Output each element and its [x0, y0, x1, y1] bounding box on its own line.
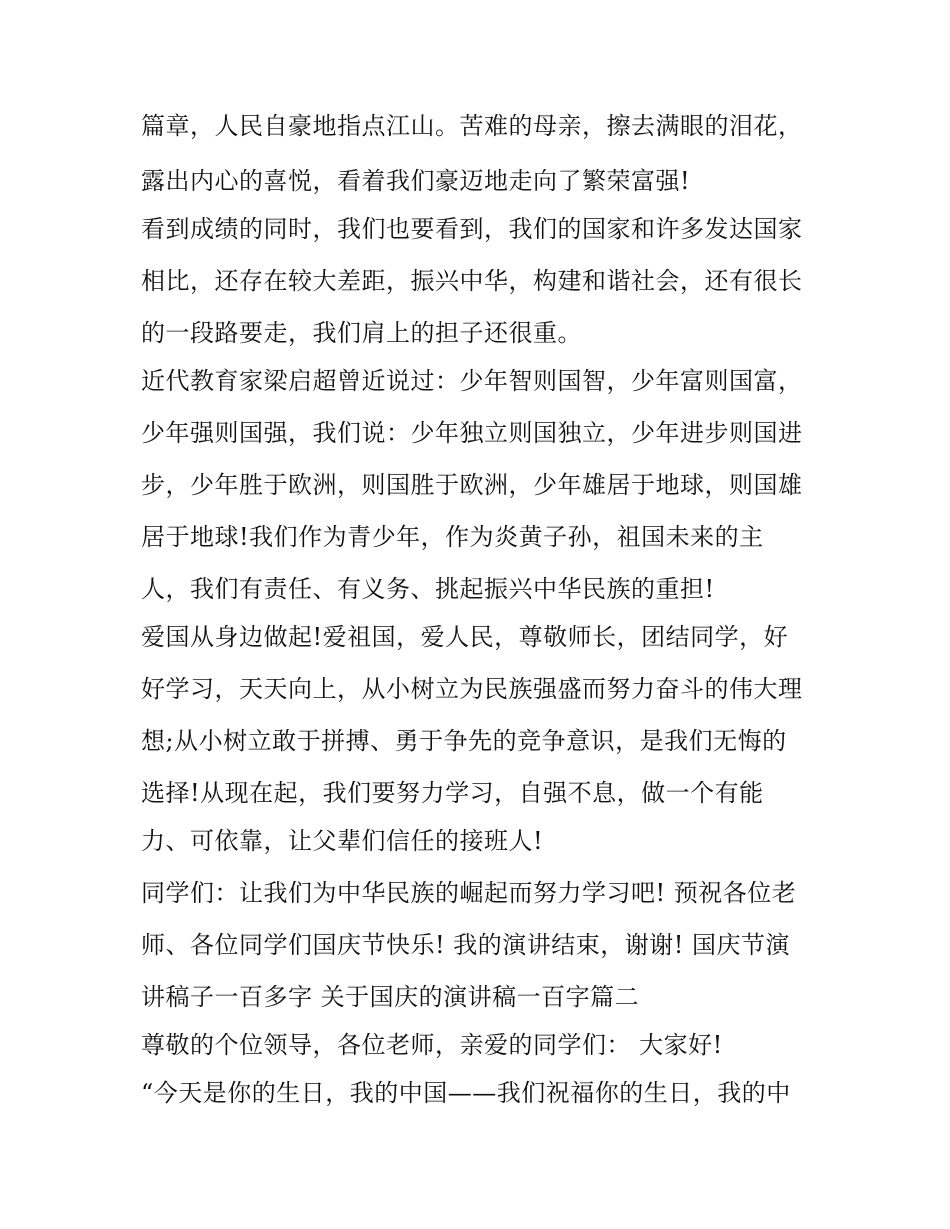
- text-line: 力、可依靠，让父辈们信任的接班人!: [141, 827, 544, 855]
- text-line: 篇章，人民自豪地指点江山。苦难的母亲，擦去满眼的泪花，: [141, 112, 803, 140]
- text-line: “今天是你的生日，我的中国——我们祝福你的生日，我的中: [141, 1079, 791, 1107]
- text-line: 选择!从现在起，我们要努力学习，自强不息，做一个有能: [141, 779, 764, 807]
- text-line: 居于地球!我们作为青少年，作为炎黄子孙，祖国未来的主: [141, 523, 764, 551]
- text-line: 步，少年胜于欧洲，则国胜于欧洲，少年雄居于地球，则国雄: [141, 471, 803, 499]
- text-line: 同学们：让我们为中华民族的崛起而努力学习吧! 预祝各位老: [141, 879, 797, 907]
- text-line: 看到成绩的同时，我们也要看到，我们的国家和许多发达国家: [141, 215, 803, 243]
- text-line: 的一段路要走，我们肩上的担子还很重。: [141, 319, 582, 347]
- text-line: 师、各位同学们国庆节快乐! 我的演讲结束，谢谢! 国庆节演: [141, 931, 791, 959]
- text-line: 想;从小树立敢于拼搏、勇于争先的竞争意识，是我们无悔的: [141, 727, 787, 755]
- text-line: 近代教育家梁启超曾近说过：少年智则国智，少年富则国富，: [141, 367, 803, 395]
- text-line: 好学习，天天向上，从小树立为民族强盛而努力奋斗的伟大理: [141, 675, 803, 703]
- text-line: 爱国从身边做起!爱祖国，爱人民，尊敬师长，团结同学，好: [141, 623, 789, 651]
- text-line: 相比，还存在较大差距，振兴中华，构建和谐社会，还有很长: [141, 267, 803, 295]
- text-line: 尊敬的个位领导，各位老师，亲爱的同学们： 大家好!: [141, 1031, 723, 1059]
- text-line: 讲稿子一百多字 关于国庆的演讲稿一百字篇二: [141, 983, 640, 1011]
- text-line: 露出内心的喜悦，看着我们豪迈地走向了繁荣富强!: [141, 167, 691, 195]
- text-line: 人，我们有责任、有义务、挑起振兴中华民族的重担!: [141, 575, 715, 603]
- text-line: 少年强则国强，我们说：少年独立则国独立，少年进步则国进: [141, 419, 803, 447]
